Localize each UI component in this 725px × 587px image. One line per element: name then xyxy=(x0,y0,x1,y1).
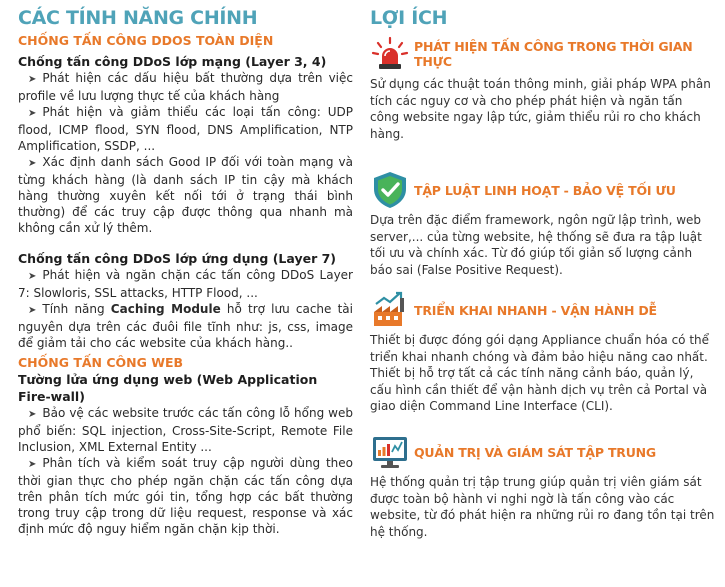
app-bullet-2: ➤ Tính năng Caching Module hỗ trợ lưu cache tài nguyên dựa trên các đuôi file tĩnh như: js, css, image để giảm tải cho các website của khách hàng.. xyxy=(18,302,353,350)
features-column xyxy=(18,0,353,537)
network-bullet-2: ➤ Phát hiện và giảm thiểu các loại tấn công: UDP flood, ICMP flood, SYN flood, DNS Amplification, NTP Amplification, SSDP, ... xyxy=(18,105,353,153)
ddos-heading: CHỐNG TẤN CÔNG DDOS TOÀN DIỆN xyxy=(18,33,274,48)
bullet-arrow-icon: ➤ xyxy=(28,271,37,282)
app-bullet-1: ➤ Phát hiện và ngăn chặn các tấn công DDoS Layer 7: Slowloris, SSL attacks, HTTP Flood, ... xyxy=(18,268,353,300)
benefit-body: Thiết bị được đóng gói dạng Appliance chuẩn hóa có thể triển khai nhanh chóng và đảm bảo hiệu năng cao nhất. Thiết bị hỗ trợ tất cả các tính năng cảnh báo, quản lý, cấu hình cần thiết để vận hành dịch vụ trên cả Portal và giao diện Command Line Interface (CLI). xyxy=(370,333,710,413)
bullet-arrow-icon: ➤ xyxy=(28,459,37,470)
dashboard-monitor-icon xyxy=(370,432,410,472)
web-heading: CHỐNG TẤN CÔNG WEB xyxy=(18,355,184,370)
app-layer-heading: Chống tấn công DDoS lớp ứng dụng (Layer 7) xyxy=(18,251,337,266)
benefits-title: LỢI ÍCH xyxy=(370,7,448,29)
bullet-arrow-icon: ➤ xyxy=(28,305,37,316)
benefit-title: TRIỂN KHAI NHANH - VẬN HÀNH DỄ xyxy=(414,302,657,318)
network-bullet-1: ➤ Phát hiện các dấu hiệu bất thường dựa trên việc profile về lưu lượng thực tế của khách hàng xyxy=(18,71,353,103)
benefit-flexible-rules xyxy=(370,170,715,278)
benefit-title: PHÁT HIỆN TẤN CÔNG TRONG THỜI GIAN THỰC xyxy=(414,39,693,69)
features-title: CÁC TÍNH NĂNG CHÍNH xyxy=(18,7,258,29)
web-bullet-2: ➤ Phân tích và kiểm soát truy cập người dùng theo thời gian thực cho phép ngăn chặn các tấn công dựa trên phân tích mức gói tin, tổng hợp các bất thường trong truy cập trong dữ liệu request, response và xác định mức độ nguy hiểm ngăn chặn kịp thời. xyxy=(18,456,353,536)
benefit-body: Hệ thống quản trị tập trung giúp quản trị viên giám sát được toàn bộ hành vi nghi ngờ là tấn công vào các website, từ đó phát hiện ra những rủi ro đang tồn tại trên hệ thống. xyxy=(370,475,715,539)
bullet-arrow-icon: ➤ xyxy=(28,409,37,420)
shield-check-icon xyxy=(370,170,410,210)
web-bullet-1: ➤ Bảo vệ các website trước các tấn công lỗ hổng web phổ biến: SQL injection, Cross-Site-Script, Remote File Inclusion, XML External Entity ... xyxy=(18,406,353,454)
network-bullet-3: ➤ Xác định danh sách Good IP đối với toàn mạng và từng khách hàng (là danh sách IP tin cậy mà khách hàng thường xuyên kết nối tới ở trạng thái bình thường) để các truy cập được thông qua nhanh mà không cần xử lý thêm. xyxy=(18,155,353,235)
bullet-arrow-icon: ➤ xyxy=(28,74,37,85)
waf-heading: Tường lửa ứng dụng web (Web Application Fire-wall) xyxy=(18,372,318,404)
benefit-fast-deploy xyxy=(370,290,715,415)
bullet-arrow-icon: ➤ xyxy=(28,108,37,119)
benefit-title: QUẢN TRỊ VÀ GIÁM SÁT TẬP TRUNG xyxy=(414,444,656,460)
benefit-body: Sử dụng các thuật toán thông minh, giải pháp WPA phân tích các nguy cơ và cho phép phát hiện và ngăn tấn công website ngay lập tức, giảm thiểu rủi ro cho khách hàng. xyxy=(370,77,711,141)
bullet-arrow-icon: ➤ xyxy=(28,158,37,169)
benefit-body: Dựa trên đặc điểm framework, ngôn ngữ lập trình, web server,... của từng website, hệ thống sẽ đưa ra tập luật tối ưu và chính xác. Từ đó giúp tối giản số lượng cảnh báo sai (False Positive Request). xyxy=(370,213,702,277)
benefit-realtime xyxy=(370,34,715,142)
factory-growth-icon xyxy=(370,290,410,330)
benefits-column xyxy=(370,0,715,539)
benefit-title: TẬP LUẬT LINH HOẠT - BẢO VỆ TỐI ƯU xyxy=(414,182,676,198)
alarm-siren-icon xyxy=(370,34,410,74)
caching-module-label: Caching Module xyxy=(110,302,221,316)
network-layer-heading: Chống tấn công DDoS lớp mạng (Layer 3, 4) xyxy=(18,54,327,69)
benefit-central-management xyxy=(370,432,715,540)
